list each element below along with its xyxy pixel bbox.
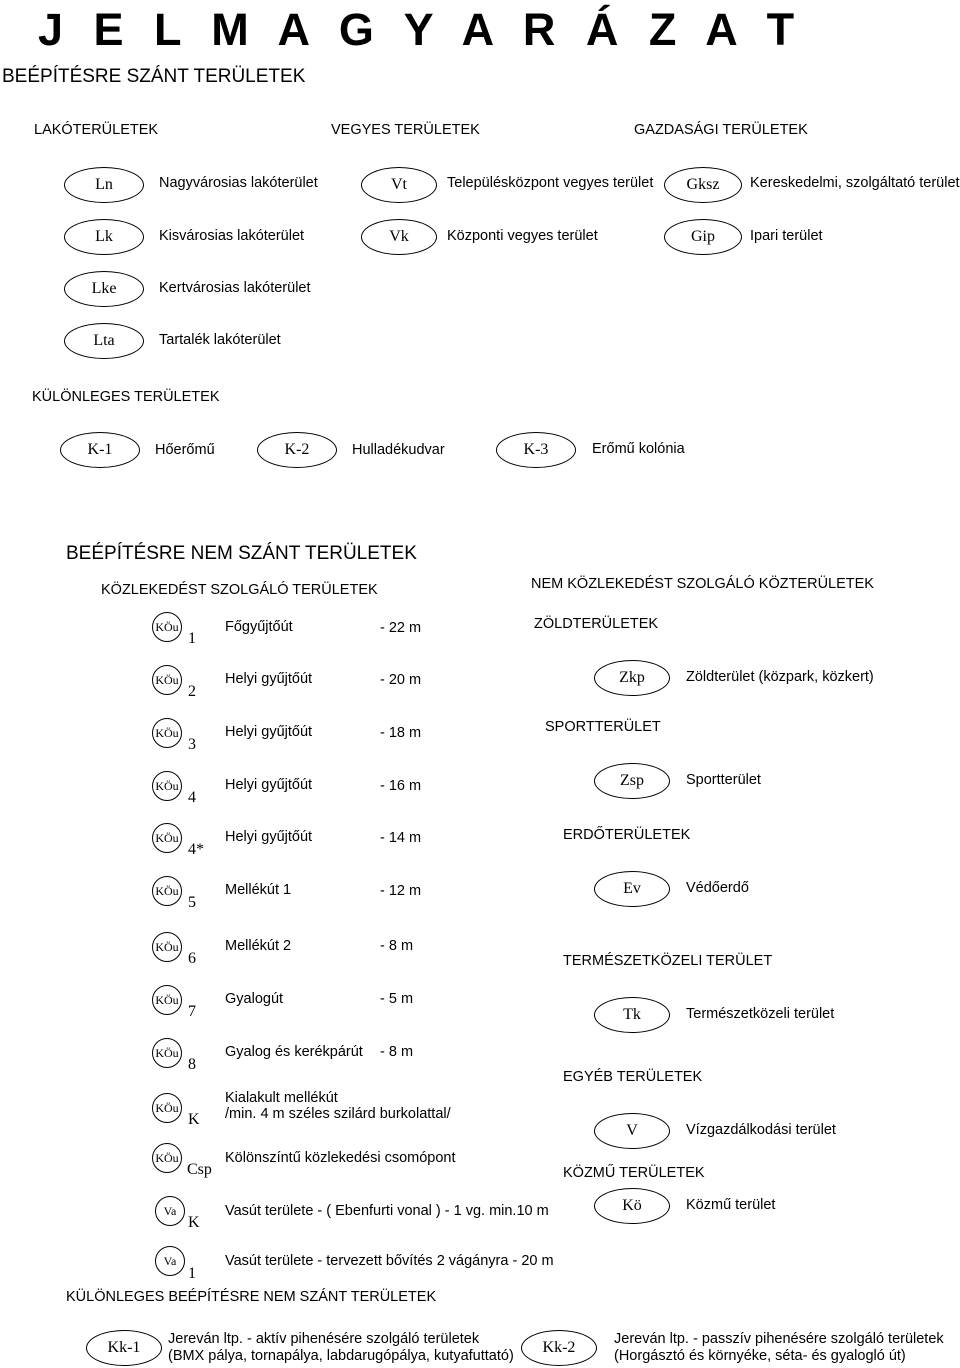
legend-label: Kertvárosias lakóterület <box>159 280 311 296</box>
legend-label: Jereván ltp. - aktív pihenésére szolgáló területek <box>168 1331 480 1347</box>
code-oval-lta: Lta <box>64 323 144 359</box>
rail-code-circle: Va <box>155 1246 185 1276</box>
legend-label: Közmű terület <box>686 1197 776 1213</box>
heading-egyeb: EGYÉB TERÜLETEK <box>563 1069 703 1085</box>
code-oval-kk2: Kk-2 <box>521 1330 597 1366</box>
legend-label: Központi vegyes terület <box>447 228 598 244</box>
road-label: Helyi gyűjtőút <box>225 671 313 687</box>
code-oval-lk: Lk <box>64 219 144 255</box>
road-subscript: 4* <box>188 841 204 858</box>
road-width: - 16 m <box>380 778 422 794</box>
road-subscript: K <box>188 1111 200 1128</box>
heading-nem-kozlekedesi: NEM KÖZLEKEDÉST SZOLGÁLÓ KÖZTERÜLETEK <box>531 576 874 592</box>
legend-label: Tartalék lakóterület <box>159 332 281 348</box>
road-code-circle: KÖu <box>152 1143 182 1173</box>
heading-kulonleges-nem-szant: KÜLÖNLEGES BEÉPÍTÉSRE NEM SZÁNT TERÜLETEK <box>66 1289 437 1305</box>
legend-label: Kereskedelmi, szolgáltató terület <box>750 175 960 191</box>
road-label: Gyalog és kerékpárút <box>225 1044 363 1060</box>
heading-zoldteruletek: ZÖLDTERÜLETEK <box>534 616 659 632</box>
code-oval-ko: Kö <box>594 1188 670 1224</box>
road-code-circle: KÖu <box>152 985 182 1015</box>
code-oval-lke: Lke <box>64 271 144 307</box>
road-width: - 22 m <box>380 620 422 636</box>
road-label: Helyi gyűjtőút <box>225 724 313 740</box>
code-oval-zkp: Zkp <box>594 660 670 696</box>
legend-label: Hőerőmű <box>155 442 215 458</box>
legend-label: Természetközeli terület <box>686 1006 835 1022</box>
road-width: - 12 m <box>380 883 422 899</box>
road-label: Kölönszíntű közlekedési csomópont <box>225 1150 456 1166</box>
code-oval-tk: Tk <box>594 997 670 1033</box>
legend-label: Erőmű kolónia <box>592 441 685 457</box>
legend-label: Ipari terület <box>750 228 823 244</box>
road-code-circle: KÖu <box>152 876 182 906</box>
legend-label-note: (Horgásztó és környéke, séta- és gyalogló út) <box>614 1348 906 1364</box>
road-width: - 18 m <box>380 725 422 741</box>
road-width: - 14 m <box>380 830 422 846</box>
road-subscript: 5 <box>188 894 196 911</box>
heading-termeszetkozeli: TERMÉSZETKÖZELI TERÜLET <box>563 953 773 969</box>
code-oval-k1: K-1 <box>60 432 140 468</box>
heading-gazdasagi: GAZDASÁGI TERÜLETEK <box>634 122 808 138</box>
section-heading-nem-szant: BEÉPÍTÉSRE NEM SZÁNT TERÜLETEK <box>66 543 417 564</box>
heading-vegyes: VEGYES TERÜLETEK <box>331 122 480 138</box>
legend-title: J E L M A G Y A R Á Z A T <box>38 4 804 55</box>
road-label: Mellékút 1 <box>225 882 292 898</box>
road-label: Vasút területe - tervezett bővítés 2 vágányra - 20 m <box>225 1253 554 1269</box>
legend-label: Nagyvárosias lakóterület <box>159 175 318 191</box>
code-oval-kk1: Kk-1 <box>86 1330 162 1366</box>
road-code-circle: KÖu <box>152 612 182 642</box>
road-subscript: 2 <box>188 683 196 700</box>
road-code-circle: KÖu <box>152 1038 182 1068</box>
road-code-circle: KÖu <box>152 718 182 748</box>
code-oval-k3: K-3 <box>496 432 576 468</box>
road-width: - 8 m <box>380 1044 414 1060</box>
section-heading-beepitesre: BEÉPÍTÉSRE SZÁNT TERÜLETEK <box>2 66 306 87</box>
heading-lakoteruletek: LAKÓTERÜLETEK <box>34 122 159 138</box>
heading-kozlekedesi: KÖZLEKEDÉST SZOLGÁLÓ TERÜLETEK <box>101 582 378 598</box>
road-subscript: 4 <box>188 789 196 806</box>
legend-label: Kisvárosias lakóterület <box>159 228 305 244</box>
road-subscript: 1 <box>188 1265 196 1282</box>
rail-code-circle: Va <box>155 1196 185 1226</box>
road-code-circle: KÖu <box>152 771 182 801</box>
code-oval-ln: Ln <box>64 167 144 203</box>
road-label-note: /min. 4 m széles szilárd burkolattal/ <box>225 1106 451 1122</box>
road-code-circle: KÖu <box>152 665 182 695</box>
road-subscript: 1 <box>188 630 196 647</box>
road-label: Kialakult mellékút <box>225 1090 338 1106</box>
legend-label: Hulladékudvar <box>352 442 445 458</box>
legend-label: Sportterület <box>686 772 761 788</box>
road-label: Főgyűjtőút <box>225 619 293 635</box>
road-subscript: 6 <box>188 950 196 967</box>
legend-label: Vízgazdálkodási terület <box>686 1122 836 1138</box>
road-width: - 20 m <box>380 672 422 688</box>
legend-label: Védőerdő <box>686 880 749 896</box>
road-label: Vasút területe - ( Ebenfurti vonal ) - 1 vg. min.10 m <box>225 1203 549 1219</box>
code-oval-zsp: Zsp <box>594 763 670 799</box>
road-label: Helyi gyűjtőút <box>225 829 313 845</box>
road-width: - 8 m <box>380 938 414 954</box>
code-oval-k2: K-2 <box>257 432 337 468</box>
road-subscript: Csp <box>187 1161 212 1178</box>
road-subscript: 7 <box>188 1003 196 1020</box>
road-code-circle: KÖu <box>152 1093 182 1123</box>
heading-sportterulet: SPORTTERÜLET <box>545 719 661 735</box>
legend-label: Településközpont vegyes terület <box>447 175 654 191</box>
code-oval-vt: Vt <box>361 167 437 203</box>
road-subscript: 3 <box>188 736 196 753</box>
code-oval-gip: Gip <box>664 219 742 255</box>
road-label: Gyalogút <box>225 991 284 1007</box>
code-oval-ev: Ev <box>594 871 670 907</box>
code-oval-v: V <box>594 1113 670 1149</box>
legend-label: Jereván ltp. - passzív pihenésére szolgáló területek <box>614 1331 944 1347</box>
heading-erdoteruletek: ERDŐTERÜLETEK <box>563 827 691 843</box>
road-subscript: K <box>188 1214 200 1231</box>
legend-label: Zöldterület (közpark, közkert) <box>686 669 874 685</box>
heading-kulonleges: KÜLÖNLEGES TERÜLETEK <box>32 389 220 405</box>
code-oval-vk: Vk <box>361 219 437 255</box>
heading-kozmu: KÖZMŰ TERÜLETEK <box>563 1165 705 1181</box>
road-code-circle: KÖu <box>152 932 182 962</box>
road-width: - 5 m <box>380 991 414 1007</box>
road-subscript: 8 <box>188 1056 196 1073</box>
legend-label-note: (BMX pálya, tornapálya, labdarugópálya, kutyafuttató) <box>168 1348 514 1364</box>
road-label: Helyi gyűjtőút <box>225 777 313 793</box>
code-oval-gksz: Gksz <box>664 167 742 203</box>
road-label: Mellékút 2 <box>225 938 292 954</box>
road-code-circle: KÖu <box>152 823 182 853</box>
